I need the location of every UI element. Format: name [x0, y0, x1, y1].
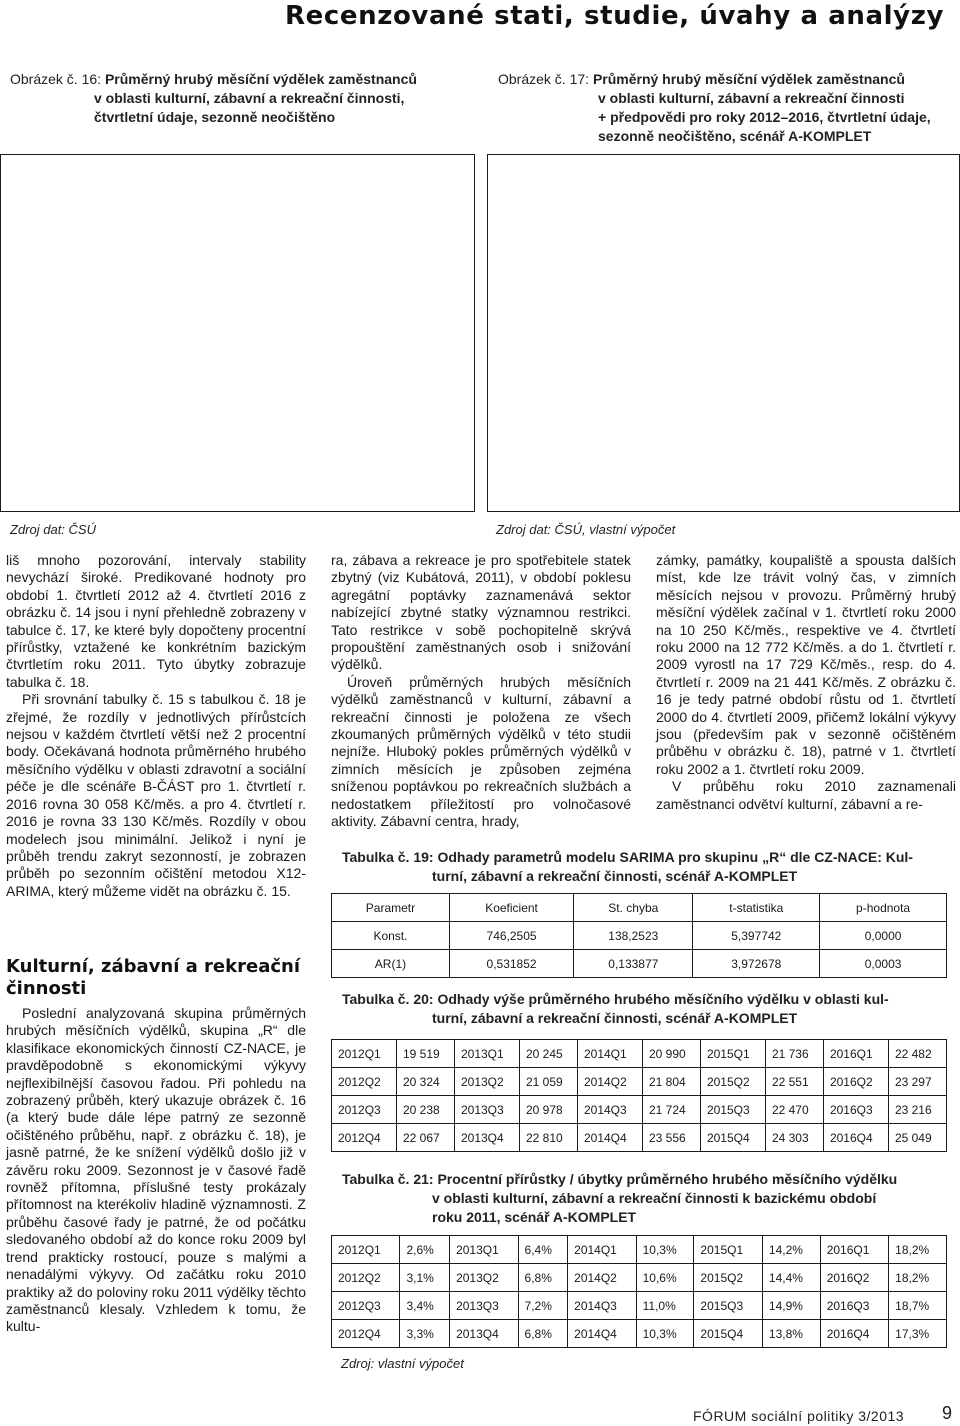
- table-cell: Konst.: [332, 922, 450, 950]
- quarter-cell: 2013Q3: [454, 1096, 519, 1124]
- page-number: 9: [942, 1403, 953, 1423]
- value-cell: 21 804: [642, 1068, 700, 1096]
- value-cell: 14,4%: [762, 1264, 820, 1292]
- table-19-title-line-2: turní, zábavní a rekreační činnosti, scénář A-KOMPLET: [432, 868, 798, 884]
- table-cell: 0,531852: [449, 950, 573, 978]
- value-cell: 6,8%: [518, 1320, 568, 1348]
- table-header-cell: Koeficient: [449, 894, 573, 922]
- quarter-cell: 2016Q2: [820, 1264, 888, 1292]
- value-cell: 23 216: [888, 1096, 946, 1124]
- value-cell: 21 736: [765, 1040, 823, 1068]
- quarter-cell: 2012Q1: [332, 1040, 397, 1068]
- value-cell: 6,8%: [518, 1264, 568, 1292]
- value-cell: 25 049: [888, 1124, 946, 1152]
- table-header-cell: St. chyba: [574, 894, 693, 922]
- quarter-cell: 2016Q2: [823, 1068, 888, 1096]
- left-column: [6, 552, 306, 900]
- table-header-row: [332, 894, 947, 922]
- quarter-cell: 2016Q4: [820, 1320, 888, 1348]
- value-cell: 20 245: [519, 1040, 577, 1068]
- value-cell: 2,6%: [400, 1236, 450, 1264]
- value-cell: 22 810: [519, 1124, 577, 1152]
- quarter-cell: 2014Q4: [568, 1320, 636, 1348]
- figure-17-caption: [498, 70, 958, 146]
- value-cell: 3,4%: [400, 1292, 450, 1320]
- value-cell: 20 990: [642, 1040, 700, 1068]
- quarter-cell: 2016Q4: [823, 1124, 888, 1152]
- value-cell: 14,9%: [762, 1292, 820, 1320]
- quarter-cell: 2012Q4: [332, 1320, 400, 1348]
- table-row: [332, 1292, 947, 1320]
- quarter-cell: 2012Q1: [332, 1236, 400, 1264]
- table-row: [332, 1264, 947, 1292]
- value-cell: 19 519: [397, 1040, 455, 1068]
- value-cell: 11,0%: [636, 1292, 694, 1320]
- quarter-cell: 2016Q3: [823, 1096, 888, 1124]
- figure-17-title-line-3: + předpovědi pro roky 2012–2016, čtvrtletní údaje,: [598, 109, 931, 125]
- value-cell: 14,2%: [762, 1236, 820, 1264]
- figure-17-title-line-2: v oblasti kulturní, zábavní a rekreační činnosti: [598, 90, 905, 106]
- quarter-cell: 2014Q1: [577, 1040, 642, 1068]
- quarter-cell: 2013Q4: [454, 1124, 519, 1152]
- figure-17-label: Obrázek č. 17:: [498, 71, 590, 87]
- table-21: [331, 1235, 947, 1348]
- table-20-caption: [342, 990, 954, 1028]
- figure-16-source: Zdroj dat: ČSÚ: [10, 522, 96, 537]
- figure-17-source: Zdroj dat: ČSÚ, vlastní výpočet: [496, 522, 676, 537]
- value-cell: 18,2%: [889, 1236, 947, 1264]
- value-cell: 3,1%: [400, 1264, 450, 1292]
- left-paragraph-3: Poslední analyzovaná skupina průměrných hrubých měsíčních výdělků, skupina „R“ dle klasifikace ekonomických činností CZ-NACE, je pravděpodobně s ekonomickými výkyvy nejflexibilnější časovou řadou. Při pohledu na zobrazený průběh, který ukazuje obrázek č. 16 (a který bude dále lépe patrný ze sezonně očištěného průběhu, např. z obrázku č. 18), je jasně patrné, že ke snížení výdělků došlo již v závěru roku 2009. Sezonnost je v časové řadě rovněž přítomna, příslušné testy prokázaly přítomnost na kterékoliv hladině významnosti. Z průběhu časové řady je patrné, že od počátku sledovaného období až do konce roku 2009 byl trend prakticky rostoucí, pouze s malými a nenadálými výkyvy. Od začátku roku 2010 praktiky až do poloviny roku 2011 výdělky těchto zaměstnanců klesaly. Vzhledem k tomu, že kultu-: [6, 1005, 306, 1335]
- table-20-title-line-1: Odhady výše průměrného hrubého měsíčního výdělku v oblasti kul-: [437, 991, 889, 1007]
- table-row: [332, 950, 947, 978]
- figure-17-title-line-4: sezonně neočištěno, scénář A-KOMPLET: [598, 128, 872, 144]
- value-cell: 24 303: [765, 1124, 823, 1152]
- table-21-label: Tabulka č. 21:: [342, 1171, 434, 1187]
- right-column: [656, 552, 956, 813]
- value-cell: 20 238: [397, 1096, 455, 1124]
- value-cell: 18,2%: [889, 1264, 947, 1292]
- value-cell: 20 324: [397, 1068, 455, 1096]
- table-19-label: Tabulka č. 19:: [342, 849, 434, 865]
- value-cell: 13,8%: [762, 1320, 820, 1348]
- value-cell: 22 551: [765, 1068, 823, 1096]
- table-21-title-line-2: v oblasti kulturní, zábavní a rekreační činnosti k bazickému období: [432, 1190, 877, 1206]
- quarter-cell: 2013Q4: [450, 1320, 518, 1348]
- left-column-section-text: [6, 1005, 306, 1336]
- value-cell: 10,3%: [636, 1236, 694, 1264]
- value-cell: 10,6%: [636, 1264, 694, 1292]
- table-row: [332, 1096, 947, 1124]
- value-cell: 23 556: [642, 1124, 700, 1152]
- section-heading: Kulturní, zábavní a rekreační činnosti: [6, 956, 300, 999]
- figure-16-label: Obrázek č. 16:: [10, 71, 102, 87]
- quarter-cell: 2016Q1: [820, 1236, 888, 1264]
- figure-16-title-line-1: Průměrný hrubý měsíční výdělek zaměstnanců: [104, 71, 417, 87]
- quarter-cell: 2014Q2: [568, 1264, 636, 1292]
- page-title: Recenzované stati, studie, úvahy a analýzy: [285, 1, 944, 31]
- middle-column: [331, 552, 631, 831]
- quarter-cell: 2012Q4: [332, 1124, 397, 1152]
- quarter-cell: 2013Q2: [454, 1068, 519, 1096]
- table-cell: 138,2523: [574, 922, 693, 950]
- quarter-cell: 2015Q2: [700, 1068, 765, 1096]
- table-row: [332, 1068, 947, 1096]
- table-row: [332, 1124, 947, 1152]
- quarter-cell: 2015Q1: [700, 1040, 765, 1068]
- table-19-caption: [342, 848, 954, 886]
- quarter-cell: 2013Q2: [450, 1264, 518, 1292]
- quarter-cell: 2015Q4: [694, 1320, 762, 1348]
- quarter-cell: 2015Q4: [700, 1124, 765, 1152]
- quarter-cell: 2014Q3: [577, 1096, 642, 1124]
- table-row: [332, 1320, 947, 1348]
- quarter-cell: 2015Q2: [694, 1264, 762, 1292]
- figure-17-frame: [487, 154, 960, 512]
- quarter-cell: 2015Q3: [694, 1292, 762, 1320]
- quarter-cell: 2012Q2: [332, 1264, 400, 1292]
- table-cell: 5,397742: [693, 922, 820, 950]
- quarter-cell: 2014Q3: [568, 1292, 636, 1320]
- table-row: [332, 1040, 947, 1068]
- left-paragraph-1: liš mnoho pozorování, intervaly stability nevychází široké. Predikované hodnoty pro období 1. čtvrtletí 2012 až 4. čtvrtletí 2016 z obrázku č. 14 jsou i nyní přehledně zobrazeny v tabulce č. 17, ke které byly dopočteny procentní přírůstky, vztažené ke konkrétním bazickým čtvrtletím roku 2011. Tyto úbytky zobrazuje tabulka č. 18.: [6, 552, 306, 690]
- quarter-cell: 2014Q2: [577, 1068, 642, 1096]
- quarter-cell: 2012Q2: [332, 1068, 397, 1096]
- value-cell: 17,3%: [889, 1320, 947, 1348]
- table-cell: 0,0000: [820, 922, 947, 950]
- figure-16-title-line-2: v oblasti kulturní, zábavní a rekreační činnosti,: [94, 90, 405, 106]
- table-20: [331, 1039, 947, 1152]
- table-20-label: Tabulka č. 20:: [342, 991, 434, 1007]
- quarter-cell: 2015Q1: [694, 1236, 762, 1264]
- middle-paragraph-1: ra, zábava a rekreace je pro spotřebitele statek zbytný (viz Kubátová, 2011), v období poklesu agregátní poptávky zaznamenává sektor nabízející zbytné statky významnou restrikci. Tato restrikce v sobě pochopitelně skrývá propouštění zaměstnaných osob i snižování výdělků.: [331, 552, 631, 673]
- table-cell: 3,972678: [693, 950, 820, 978]
- figure-16-caption: [10, 70, 480, 127]
- value-cell: 22 470: [765, 1096, 823, 1124]
- quarter-cell: 2013Q3: [450, 1292, 518, 1320]
- table-21-caption: [342, 1170, 954, 1227]
- quarter-cell: 2013Q1: [450, 1236, 518, 1264]
- right-paragraph-2: V průběhu roku 2010 zaznamenali zaměstnanci odvětví kulturní, zábavní a re-: [656, 778, 956, 812]
- value-cell: 3,3%: [400, 1320, 450, 1348]
- table-21-source: Zdroj: vlastní výpočet: [341, 1356, 464, 1371]
- left-paragraph-2: Při srovnání tabulky č. 15 s tabulkou č. 18 je zřejmé, že rozdíly v jednotlivých přírůstcích nejsou v každém čtvrtletí větší než 2 procentní body. Očekávaná hodnota průměrného hrubého měsíčního výdělku v oblasti zdravotní a sociální péče je dle scénáře B-ČÁST pro 1. čtvrtletí r. 2016 rovna 30 058 Kč/měs. a pro 4. čtvrtletí r. 2016 je rovna 33 130 Kč/měs. Rozdíly v obou modelech jsou minimální. Jelikož i nyní je průběh trendu zakryt sezonností, je zobrazen průběh po sezonním očištění metodou X12-ARIMA, který můžeme vidět na obrázku č. 15.: [6, 691, 306, 899]
- table-21-title-line-1: Procentní přírůstky / úbytky průměrného hrubého měsíčního výdělku: [437, 1171, 898, 1187]
- value-cell: 10,3%: [636, 1320, 694, 1348]
- table-19-title-line-1: Odhady parametrů modelu SARIMA pro skupinu „R“ dle CZ-NACE: Kul-: [437, 849, 913, 865]
- value-cell: 21 724: [642, 1096, 700, 1124]
- value-cell: 18,7%: [889, 1292, 947, 1320]
- middle-paragraph-2: Úroveň průměrných hrubých měsíčních výdělků zaměstnanců v kulturní, zábavní a rekreační činnosti je položena ze všech zkoumaných průměrných výdělků v této studii nejníže. Hluboký pokles průměrných výdělků v zimních měsících je způsoben zejména sníženou poptávkou po rekreačních službách a nedostatkem příležitostí pro volnočasové aktivity. Zábavní centra, hrady,: [331, 673, 631, 830]
- quarter-cell: 2016Q1: [823, 1040, 888, 1068]
- table-cell: AR(1): [332, 950, 450, 978]
- quarter-cell: 2015Q3: [700, 1096, 765, 1124]
- value-cell: 6,4%: [518, 1236, 568, 1264]
- table-19: [331, 893, 947, 978]
- table-cell: 0,133877: [574, 950, 693, 978]
- right-paragraph-1: zámky, památky, koupaliště a spousta dalších míst, kde lze trávit volný čas, v zimních měsících nejsou v provozu. Průměrný hrubý měsíční výdělek začínal v 1. čtvrtletí roku 2000 na 10 250 Kč/měs., respektive ve 4. čtvrtletí roku 2000 na 12 772 Kč/měs. a do 1. čtvrtletí r. 2009 vyrostl na 17 729 Kč/měs., resp. do 4. čtvrtletí r. 2009 na 21 441 Kč/měs. Z obrázku č. 16 je tedy patrné období růstu od 1. čtvrtletí 2000 do 4. čtvrtletí 2009, přičemž lokální výkyvy jsou (především pak v sezonně očištěném průběhu v obrázku č. 18), patrné v 1. čtvrtletí roku 2002 a 1. čtvrtletí roku 2009.: [656, 552, 956, 777]
- table-cell: 0,0003: [820, 950, 947, 978]
- value-cell: 22 482: [888, 1040, 946, 1068]
- value-cell: 21 059: [519, 1068, 577, 1096]
- table-header-cell: t-statistika: [693, 894, 820, 922]
- figure-16-frame: [0, 154, 475, 512]
- value-cell: 20 978: [519, 1096, 577, 1124]
- quarter-cell: 2014Q1: [568, 1236, 636, 1264]
- table-header-cell: p-hodnota: [820, 894, 947, 922]
- table-cell: 746,2505: [449, 922, 573, 950]
- table-row: [332, 1236, 947, 1264]
- value-cell: 23 297: [888, 1068, 946, 1096]
- figure-17-title-line-1: Průměrný hrubý měsíční výdělek zaměstnanců: [592, 71, 905, 87]
- quarter-cell: 2014Q4: [577, 1124, 642, 1152]
- quarter-cell: 2013Q1: [454, 1040, 519, 1068]
- figure-16-title-line-3: čtvrtletní údaje, sezonně neočištěno: [94, 109, 336, 125]
- table-20-title-line-2: turní, zábavní a rekreační činnosti, scénář A-KOMPLET: [432, 1010, 798, 1026]
- table-row: [332, 922, 947, 950]
- journal-footer: FÓRUM sociální politiky 3/2013: [693, 1408, 905, 1424]
- quarter-cell: 2012Q3: [332, 1096, 397, 1124]
- value-cell: 22 067: [397, 1124, 455, 1152]
- quarter-cell: 2012Q3: [332, 1292, 400, 1320]
- table-header-cell: Parametr: [332, 894, 450, 922]
- table-21-title-line-3: roku 2011, scénář A-KOMPLET: [432, 1209, 637, 1225]
- quarter-cell: 2016Q3: [820, 1292, 888, 1320]
- value-cell: 7,2%: [518, 1292, 568, 1320]
